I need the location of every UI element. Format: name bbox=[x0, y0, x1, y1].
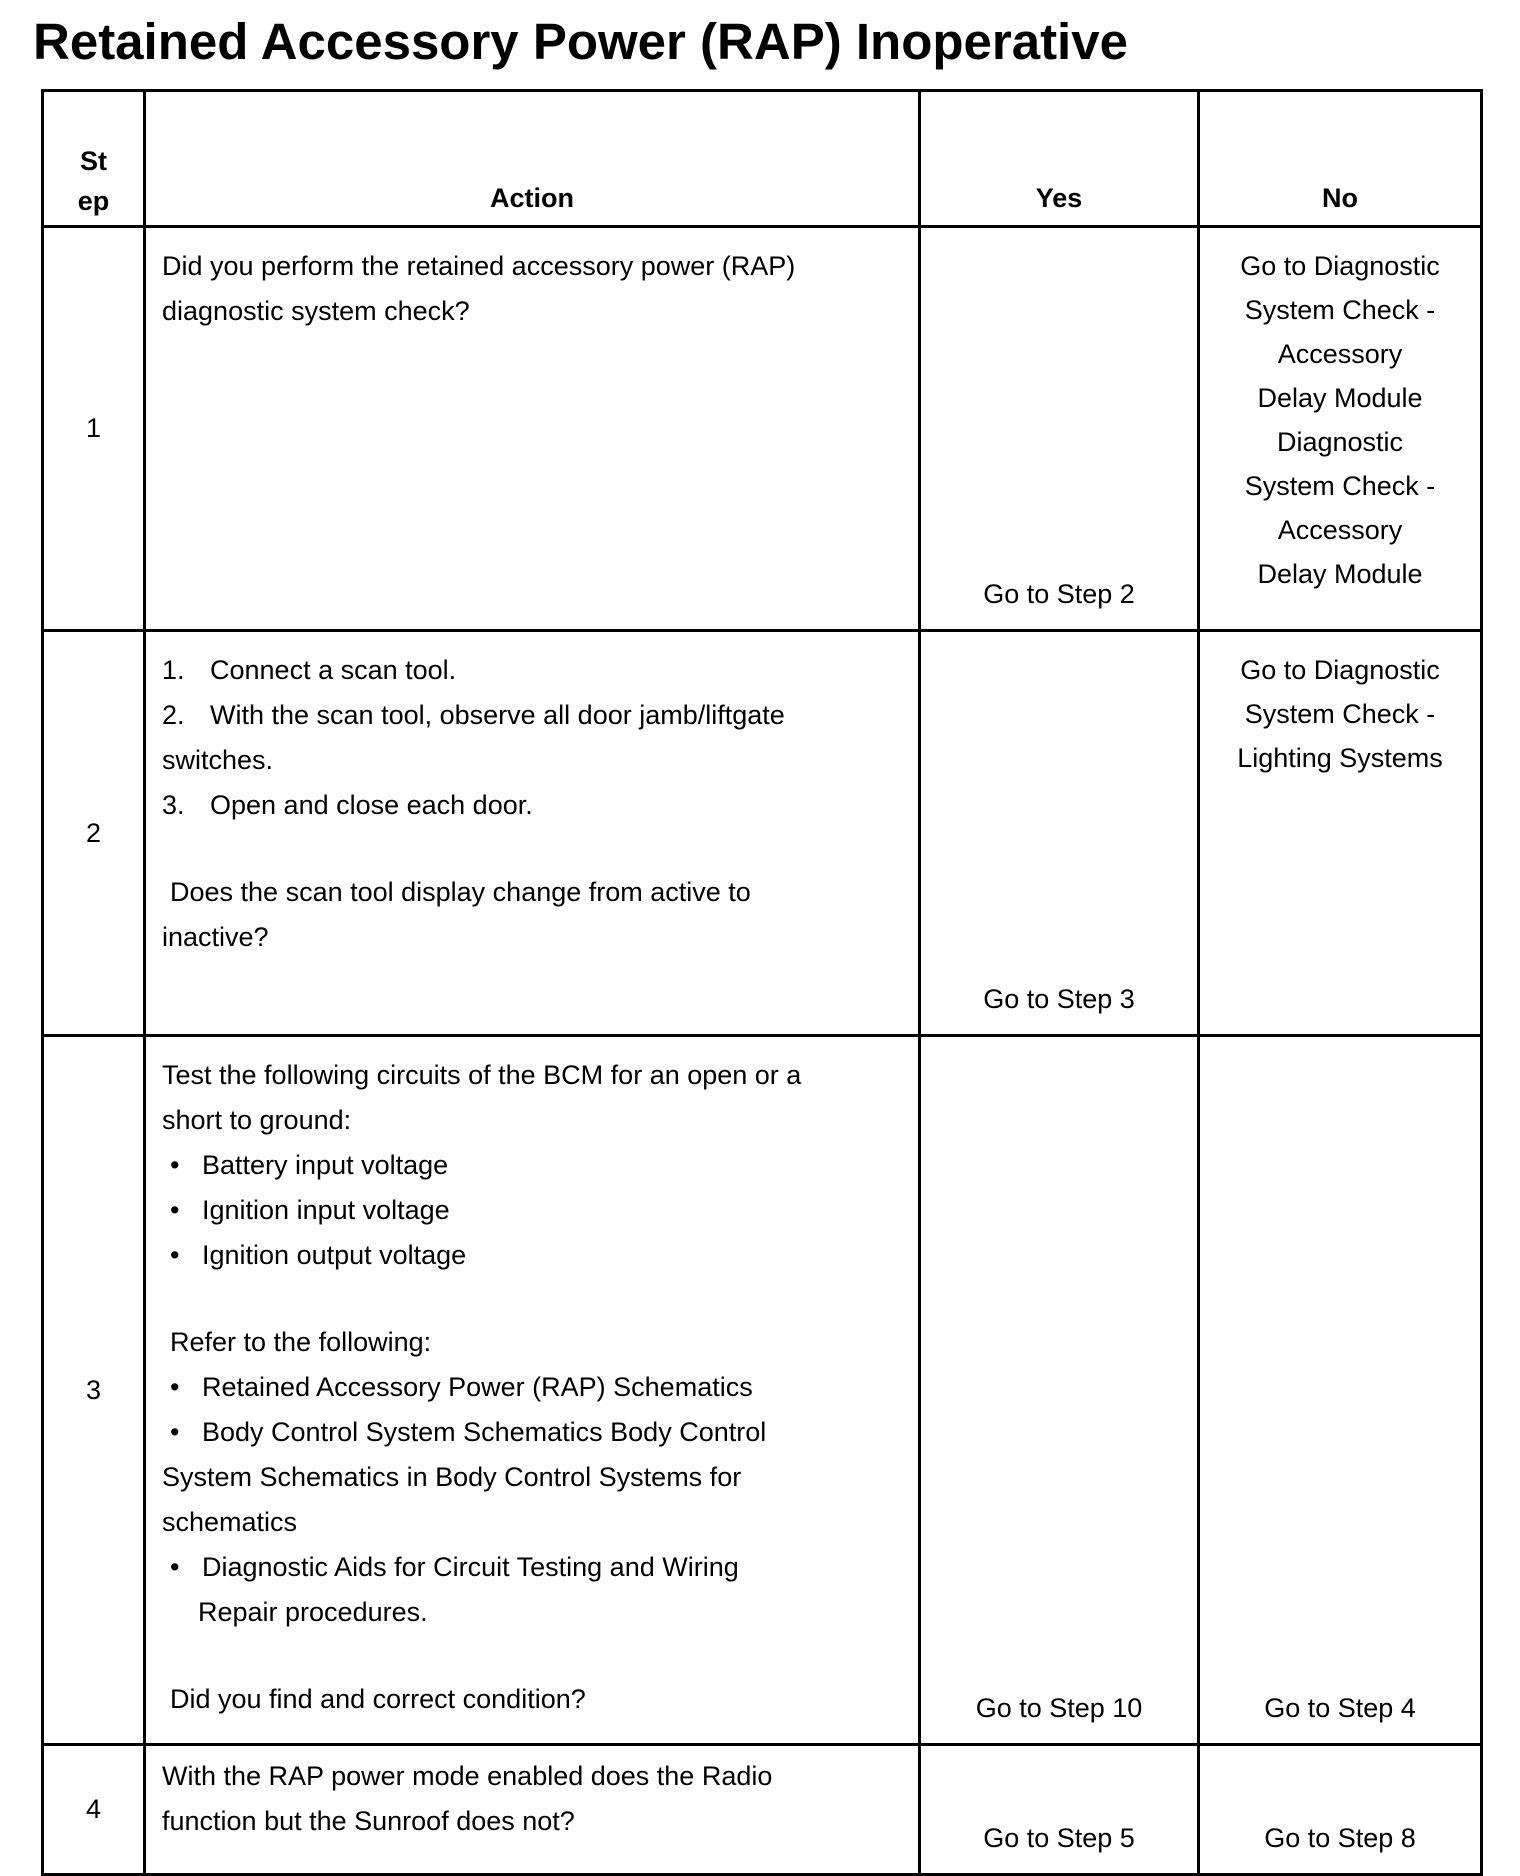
step-number: 2 bbox=[43, 631, 145, 1036]
header-row bbox=[43, 91, 1482, 227]
no-cell: Go to Step 8 bbox=[1199, 1745, 1482, 1875]
action-cell: 1. Connect a scan tool. 2. With the scan tool, observe all door jamb/liftgate switches. 3. Open and close each door. Does the scan tool display change from active to inactive? bbox=[145, 631, 920, 1036]
header-yes: Yes bbox=[920, 91, 1199, 227]
header-no: No bbox=[1199, 91, 1482, 227]
action-cell: Test the following circuits of the BCM for an open or a short to ground: • Battery input voltage • Ignition input voltage • Ignition output voltage Refer to the following: • Retained Accessory Power (RAP) Schematics • Body Control System Schematics Body Control System Schematics in Body Control Systems for schematics • Diagnostic Aids for Circuit Testing and Wiring Repair procedures. Did you find and correct condition? bbox=[145, 1036, 920, 1745]
action-cell: Did you perform the retained accessory power (RAP) diagnostic system check? bbox=[145, 227, 920, 631]
step-number: 3 bbox=[43, 1036, 145, 1745]
page-title: Retained Accessory Power (RAP) Inoperative bbox=[33, 13, 1128, 70]
no-cell: Go to Diagnostic System Check - Accessory Delay Module Diagnostic System Check - Accessory Delay Module bbox=[1199, 227, 1482, 631]
table-row bbox=[43, 227, 1482, 631]
step-number: 1 bbox=[43, 227, 145, 631]
yes-cell: Go to Step 2 bbox=[920, 227, 1199, 631]
header-action: Action bbox=[145, 91, 920, 227]
header-step: St ep bbox=[43, 91, 145, 227]
table-row bbox=[43, 631, 1482, 1036]
yes-cell: Go to Step 3 bbox=[920, 631, 1199, 1036]
no-cell: Go to Diagnostic System Check - Lighting Systems bbox=[1199, 631, 1482, 1036]
diagnostic-table bbox=[41, 89, 1483, 1876]
step-number: 4 bbox=[43, 1745, 145, 1875]
yes-cell: Go to Step 5 bbox=[920, 1745, 1199, 1875]
action-cell: With the RAP power mode enabled does the Radio function but the Sunroof does not? bbox=[145, 1745, 920, 1875]
no-cell: Go to Step 4 bbox=[1199, 1036, 1482, 1745]
table-row bbox=[43, 1036, 1482, 1745]
table-row bbox=[43, 1745, 1482, 1875]
yes-cell: Go to Step 10 bbox=[920, 1036, 1199, 1745]
